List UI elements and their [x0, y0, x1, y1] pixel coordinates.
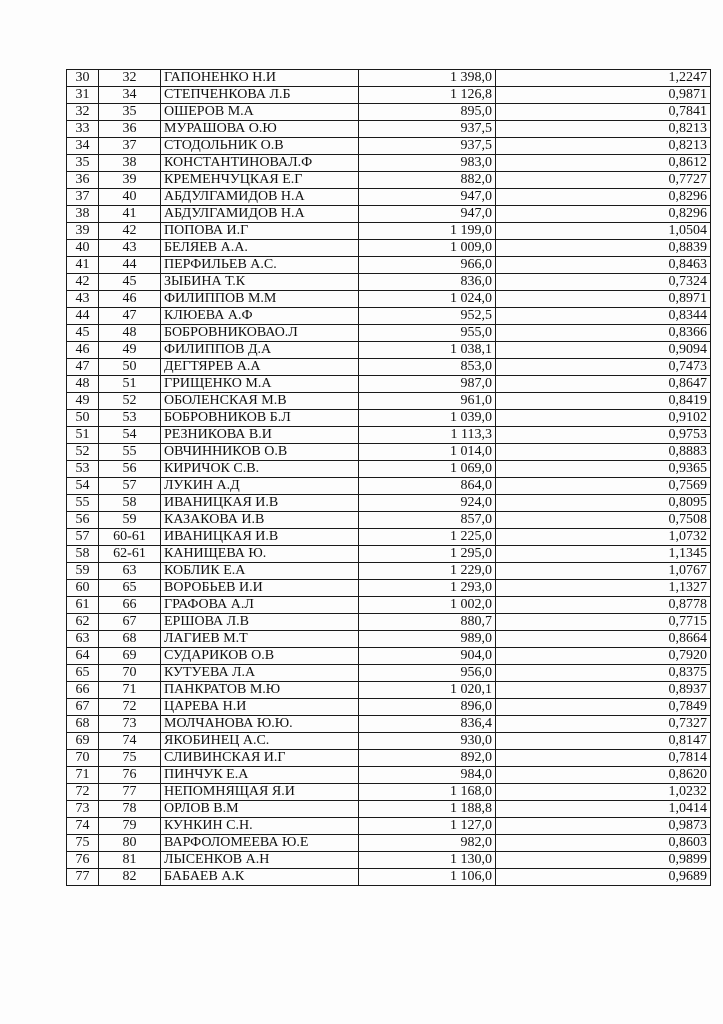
area-cell: 937,5 — [359, 121, 496, 138]
area-cell: 955,0 — [359, 325, 496, 342]
share-cell: 1,0504 — [496, 223, 711, 240]
plot-number-cell: 77 — [99, 784, 161, 801]
area-cell: 836,4 — [359, 716, 496, 733]
table-row — [67, 393, 711, 410]
area-cell: 836,0 — [359, 274, 496, 291]
table-row — [67, 716, 711, 733]
table-row — [67, 274, 711, 291]
owner-name-cell: ЯКОБИНЕЦ А.С. — [161, 733, 359, 750]
area-cell: 947,0 — [359, 189, 496, 206]
share-cell: 0,7569 — [496, 478, 711, 495]
row-number-cell: 52 — [67, 444, 99, 461]
share-cell: 0,8375 — [496, 665, 711, 682]
share-cell: 0,8463 — [496, 257, 711, 274]
share-cell: 1,2247 — [496, 70, 711, 87]
share-cell: 0,7727 — [496, 172, 711, 189]
table-row — [67, 359, 711, 376]
row-number-cell: 37 — [67, 189, 99, 206]
row-number-cell: 74 — [67, 818, 99, 835]
area-cell: 966,0 — [359, 257, 496, 274]
plot-number-cell: 59 — [99, 512, 161, 529]
share-cell: 0,7849 — [496, 699, 711, 716]
owner-name-cell: НЕПОМНЯЩАЯ Я.И — [161, 784, 359, 801]
share-cell: 0,8647 — [496, 376, 711, 393]
plot-number-cell: 67 — [99, 614, 161, 631]
area-cell: 937,5 — [359, 138, 496, 155]
share-cell: 0,8213 — [496, 138, 711, 155]
owner-name-cell: СУДАРИКОВ О.В — [161, 648, 359, 665]
share-cell: 0,8664 — [496, 631, 711, 648]
plot-number-cell: 56 — [99, 461, 161, 478]
row-number-cell: 41 — [67, 257, 99, 274]
table-row — [67, 70, 711, 87]
plot-number-cell: 32 — [99, 70, 161, 87]
share-cell: 0,9102 — [496, 410, 711, 427]
area-cell: 857,0 — [359, 512, 496, 529]
owner-name-cell: ФИЛИППОВ М.М — [161, 291, 359, 308]
area-cell: 1 069,0 — [359, 461, 496, 478]
table-row — [67, 495, 711, 512]
owner-name-cell: ЗЫБИНА Т.К — [161, 274, 359, 291]
share-cell: 0,8213 — [496, 121, 711, 138]
row-number-cell: 76 — [67, 852, 99, 869]
owners-table — [66, 69, 711, 886]
share-cell: 0,8095 — [496, 495, 711, 512]
row-number-cell: 43 — [67, 291, 99, 308]
owner-name-cell: ЛУКИН А.Д — [161, 478, 359, 495]
row-number-cell: 51 — [67, 427, 99, 444]
owner-name-cell: АБДУЛГАМИДОВ Н.А — [161, 189, 359, 206]
table-row — [67, 189, 711, 206]
plot-number-cell: 54 — [99, 427, 161, 444]
table-row — [67, 104, 711, 121]
plot-number-cell: 63 — [99, 563, 161, 580]
plot-number-cell: 47 — [99, 308, 161, 325]
share-cell: 0,9873 — [496, 818, 711, 835]
table-row — [67, 121, 711, 138]
plot-number-cell: 82 — [99, 869, 161, 886]
table-row — [67, 325, 711, 342]
table-row — [67, 818, 711, 835]
owner-name-cell: МУРАШОВА О.Ю — [161, 121, 359, 138]
area-cell: 1 398,0 — [359, 70, 496, 87]
row-number-cell: 58 — [67, 546, 99, 563]
area-cell: 864,0 — [359, 478, 496, 495]
share-cell: 0,9753 — [496, 427, 711, 444]
owner-name-cell: БОБРОВНИКОВАО.Л — [161, 325, 359, 342]
table-row — [67, 614, 711, 631]
area-cell: 1 295,0 — [359, 546, 496, 563]
area-cell: 924,0 — [359, 495, 496, 512]
row-number-cell: 71 — [67, 767, 99, 784]
row-number-cell: 45 — [67, 325, 99, 342]
area-cell: 930,0 — [359, 733, 496, 750]
table-row — [67, 546, 711, 563]
row-number-cell: 39 — [67, 223, 99, 240]
row-number-cell: 62 — [67, 614, 99, 631]
table-row — [67, 240, 711, 257]
table-row — [67, 801, 711, 818]
owner-name-cell: СТОДОЛЬНИК О.В — [161, 138, 359, 155]
area-cell: 1 293,0 — [359, 580, 496, 597]
plot-number-cell: 65 — [99, 580, 161, 597]
owner-name-cell: ЦАРЕВА Н.И — [161, 699, 359, 716]
table-row — [67, 206, 711, 223]
row-number-cell: 48 — [67, 376, 99, 393]
share-cell: 0,7473 — [496, 359, 711, 376]
table-row — [67, 665, 711, 682]
owner-name-cell: КЛЮЕВА А.Ф — [161, 308, 359, 325]
area-cell: 982,0 — [359, 835, 496, 852]
table-row — [67, 580, 711, 597]
row-number-cell: 59 — [67, 563, 99, 580]
area-cell: 1 229,0 — [359, 563, 496, 580]
plot-number-cell: 75 — [99, 750, 161, 767]
plot-number-cell: 72 — [99, 699, 161, 716]
share-cell: 0,8839 — [496, 240, 711, 257]
table-row — [67, 461, 711, 478]
area-cell: 983,0 — [359, 155, 496, 172]
table-row — [67, 444, 711, 461]
table-row — [67, 682, 711, 699]
row-number-cell: 42 — [67, 274, 99, 291]
area-cell: 1 038,1 — [359, 342, 496, 359]
plot-number-cell: 57 — [99, 478, 161, 495]
owner-name-cell: ГАПОНЕНКО Н.И — [161, 70, 359, 87]
plot-number-cell: 44 — [99, 257, 161, 274]
row-number-cell: 60 — [67, 580, 99, 597]
owner-name-cell: КОБЛИК Е.А — [161, 563, 359, 580]
share-cell: 0,8971 — [496, 291, 711, 308]
owner-name-cell: ВОРОБЬЕВ И.И — [161, 580, 359, 597]
table-row — [67, 87, 711, 104]
plot-number-cell: 74 — [99, 733, 161, 750]
table-row — [67, 427, 711, 444]
owner-name-cell: ЛЫСЕНКОВ А.Н — [161, 852, 359, 869]
share-cell: 0,8296 — [496, 189, 711, 206]
area-cell: 895,0 — [359, 104, 496, 121]
share-cell: 0,7508 — [496, 512, 711, 529]
plot-number-cell: 81 — [99, 852, 161, 869]
owner-name-cell: БЕЛЯЕВ А.А. — [161, 240, 359, 257]
share-cell: 0,8620 — [496, 767, 711, 784]
plot-number-cell: 52 — [99, 393, 161, 410]
plot-number-cell: 38 — [99, 155, 161, 172]
share-cell: 1,1327 — [496, 580, 711, 597]
share-cell: 0,8612 — [496, 155, 711, 172]
row-number-cell: 31 — [67, 87, 99, 104]
row-number-cell: 66 — [67, 682, 99, 699]
row-number-cell: 77 — [67, 869, 99, 886]
row-number-cell: 34 — [67, 138, 99, 155]
owner-name-cell: МОЛЧАНОВА Ю.Ю. — [161, 716, 359, 733]
table-row — [67, 342, 711, 359]
row-number-cell: 57 — [67, 529, 99, 546]
share-cell: 1,0414 — [496, 801, 711, 818]
area-cell: 952,5 — [359, 308, 496, 325]
row-number-cell: 69 — [67, 733, 99, 750]
owner-name-cell: ЕРШОВА Л.В — [161, 614, 359, 631]
row-number-cell: 46 — [67, 342, 99, 359]
owner-name-cell: ВАРФОЛОМЕЕВА Ю.Е — [161, 835, 359, 852]
area-cell: 1 020,1 — [359, 682, 496, 699]
area-cell: 1 113,3 — [359, 427, 496, 444]
share-cell: 0,8603 — [496, 835, 711, 852]
row-number-cell: 54 — [67, 478, 99, 495]
share-cell: 0,8344 — [496, 308, 711, 325]
owner-name-cell: ДЕГТЯРЕВ А.А — [161, 359, 359, 376]
plot-number-cell: 66 — [99, 597, 161, 614]
row-number-cell: 53 — [67, 461, 99, 478]
area-cell: 1 014,0 — [359, 444, 496, 461]
plot-number-cell: 55 — [99, 444, 161, 461]
owner-name-cell: ИВАНИЦКАЯ И.В — [161, 529, 359, 546]
owner-name-cell: ОРЛОВ В.М — [161, 801, 359, 818]
row-number-cell: 50 — [67, 410, 99, 427]
area-cell: 1 225,0 — [359, 529, 496, 546]
area-cell: 1 002,0 — [359, 597, 496, 614]
table-row — [67, 648, 711, 665]
owner-name-cell: БОБРОВНИКОВ Б.Л — [161, 410, 359, 427]
plot-number-cell: 34 — [99, 87, 161, 104]
owners-table-body — [67, 70, 711, 886]
plot-number-cell: 51 — [99, 376, 161, 393]
area-cell: 987,0 — [359, 376, 496, 393]
row-number-cell: 44 — [67, 308, 99, 325]
area-cell: 989,0 — [359, 631, 496, 648]
plot-number-cell: 48 — [99, 325, 161, 342]
area-cell: 1 009,0 — [359, 240, 496, 257]
share-cell: 0,8296 — [496, 206, 711, 223]
table-row — [67, 410, 711, 427]
plot-number-cell: 69 — [99, 648, 161, 665]
owner-name-cell: ЛАГИЕВ М.Т — [161, 631, 359, 648]
plot-number-cell: 35 — [99, 104, 161, 121]
plot-number-cell: 78 — [99, 801, 161, 818]
row-number-cell: 73 — [67, 801, 99, 818]
share-cell: 0,9899 — [496, 852, 711, 869]
plot-number-cell: 79 — [99, 818, 161, 835]
row-number-cell: 30 — [67, 70, 99, 87]
area-cell: 1 127,0 — [359, 818, 496, 835]
table-row — [67, 835, 711, 852]
share-cell: 1,0767 — [496, 563, 711, 580]
table-row — [67, 223, 711, 240]
plot-number-cell: 58 — [99, 495, 161, 512]
row-number-cell: 65 — [67, 665, 99, 682]
table-row — [67, 597, 711, 614]
table-row — [67, 529, 711, 546]
table-row — [67, 512, 711, 529]
area-cell: 947,0 — [359, 206, 496, 223]
share-cell: 0,7814 — [496, 750, 711, 767]
owner-name-cell: ПЕРФИЛЬЕВ А.С. — [161, 257, 359, 274]
owner-name-cell: ОШЕРОВ М.А — [161, 104, 359, 121]
table-row — [67, 563, 711, 580]
row-number-cell: 47 — [67, 359, 99, 376]
area-cell: 904,0 — [359, 648, 496, 665]
row-number-cell: 70 — [67, 750, 99, 767]
table-row — [67, 291, 711, 308]
table-row — [67, 631, 711, 648]
table-row — [67, 138, 711, 155]
plot-number-cell: 46 — [99, 291, 161, 308]
plot-number-cell: 76 — [99, 767, 161, 784]
plot-number-cell: 70 — [99, 665, 161, 682]
row-number-cell: 68 — [67, 716, 99, 733]
plot-number-cell: 37 — [99, 138, 161, 155]
owner-name-cell: КОНСТАНТИНОВАЛ.Ф — [161, 155, 359, 172]
plot-number-cell: 73 — [99, 716, 161, 733]
plot-number-cell: 50 — [99, 359, 161, 376]
area-cell: 880,7 — [359, 614, 496, 631]
plot-number-cell: 41 — [99, 206, 161, 223]
area-cell: 1 168,0 — [359, 784, 496, 801]
area-cell: 853,0 — [359, 359, 496, 376]
owner-name-cell: ГРАФОВА А.Л — [161, 597, 359, 614]
owner-name-cell: ПИНЧУК Е.А — [161, 767, 359, 784]
plot-number-cell: 42 — [99, 223, 161, 240]
row-number-cell: 56 — [67, 512, 99, 529]
row-number-cell: 49 — [67, 393, 99, 410]
owner-name-cell: ФИЛИППОВ Д.А — [161, 342, 359, 359]
share-cell: 0,8366 — [496, 325, 711, 342]
plot-number-cell: 36 — [99, 121, 161, 138]
area-cell: 1 188,8 — [359, 801, 496, 818]
row-number-cell: 36 — [67, 172, 99, 189]
owner-name-cell: КУНКИН С.Н. — [161, 818, 359, 835]
table-row — [67, 376, 711, 393]
row-number-cell: 35 — [67, 155, 99, 172]
share-cell: 0,9689 — [496, 869, 711, 886]
owner-name-cell: ГРИЩЕНКО М.А — [161, 376, 359, 393]
plot-number-cell: 49 — [99, 342, 161, 359]
plot-number-cell: 53 — [99, 410, 161, 427]
share-cell: 0,8937 — [496, 682, 711, 699]
owner-name-cell: КРЕМЕНЧУЦКАЯ Е.Г — [161, 172, 359, 189]
table-row — [67, 257, 711, 274]
table-row — [67, 750, 711, 767]
area-cell: 896,0 — [359, 699, 496, 716]
table-row — [67, 308, 711, 325]
row-number-cell: 33 — [67, 121, 99, 138]
area-cell: 1 024,0 — [359, 291, 496, 308]
owner-name-cell: СТЕПЧЕНКОВА Л.Б — [161, 87, 359, 104]
table-row — [67, 478, 711, 495]
share-cell: 0,7327 — [496, 716, 711, 733]
share-cell: 1,0232 — [496, 784, 711, 801]
share-cell: 0,7324 — [496, 274, 711, 291]
area-cell: 1 039,0 — [359, 410, 496, 427]
row-number-cell: 67 — [67, 699, 99, 716]
plot-number-cell: 62-61 — [99, 546, 161, 563]
plot-number-cell: 45 — [99, 274, 161, 291]
owner-name-cell: КАНИЩЕВА Ю. — [161, 546, 359, 563]
table-row — [67, 784, 711, 801]
table-row — [67, 767, 711, 784]
table-row — [67, 869, 711, 886]
owner-name-cell: ИВАНИЦКАЯ И.В — [161, 495, 359, 512]
area-cell: 956,0 — [359, 665, 496, 682]
owner-name-cell: АБДУЛГАМИДОВ Н.А — [161, 206, 359, 223]
area-cell: 961,0 — [359, 393, 496, 410]
plot-number-cell: 71 — [99, 682, 161, 699]
area-cell: 1 199,0 — [359, 223, 496, 240]
owner-name-cell: РЕЗНИКОВА В.И — [161, 427, 359, 444]
share-cell: 0,7715 — [496, 614, 711, 631]
owner-name-cell: ОБОЛЕНСКАЯ М.В — [161, 393, 359, 410]
owner-name-cell: ОВЧИННИКОВ О.В — [161, 444, 359, 461]
row-number-cell: 64 — [67, 648, 99, 665]
row-number-cell: 61 — [67, 597, 99, 614]
plot-number-cell: 80 — [99, 835, 161, 852]
owner-name-cell: СЛИВИНСКАЯ И.Г — [161, 750, 359, 767]
share-cell: 1,1345 — [496, 546, 711, 563]
owner-name-cell: ПАНКРАТОВ М.Ю — [161, 682, 359, 699]
area-cell: 1 106,0 — [359, 869, 496, 886]
share-cell: 0,8147 — [496, 733, 711, 750]
table-row — [67, 172, 711, 189]
plot-number-cell: 40 — [99, 189, 161, 206]
table-row — [67, 699, 711, 716]
share-cell: 0,9871 — [496, 87, 711, 104]
share-cell: 0,9094 — [496, 342, 711, 359]
table-row — [67, 155, 711, 172]
row-number-cell: 38 — [67, 206, 99, 223]
row-number-cell: 40 — [67, 240, 99, 257]
row-number-cell: 75 — [67, 835, 99, 852]
plot-number-cell: 60-61 — [99, 529, 161, 546]
share-cell: 0,8883 — [496, 444, 711, 461]
share-cell: 0,8419 — [496, 393, 711, 410]
area-cell: 892,0 — [359, 750, 496, 767]
owner-name-cell: ПОПОВА И.Г — [161, 223, 359, 240]
share-cell: 0,7920 — [496, 648, 711, 665]
table-row — [67, 733, 711, 750]
owner-name-cell: КИРИЧОК С.В. — [161, 461, 359, 478]
plot-number-cell: 68 — [99, 631, 161, 648]
row-number-cell: 72 — [67, 784, 99, 801]
plot-number-cell: 39 — [99, 172, 161, 189]
area-cell: 882,0 — [359, 172, 496, 189]
owner-name-cell: КАЗАКОВА И.В — [161, 512, 359, 529]
table-row — [67, 852, 711, 869]
owner-name-cell: БАБАЕВ А.К — [161, 869, 359, 886]
area-cell: 1 130,0 — [359, 852, 496, 869]
area-cell: 1 126,8 — [359, 87, 496, 104]
row-number-cell: 55 — [67, 495, 99, 512]
share-cell: 1,0732 — [496, 529, 711, 546]
share-cell: 0,9365 — [496, 461, 711, 478]
area-cell: 984,0 — [359, 767, 496, 784]
row-number-cell: 63 — [67, 631, 99, 648]
owner-name-cell: КУТУЕВА Л.А — [161, 665, 359, 682]
share-cell: 0,7841 — [496, 104, 711, 121]
plot-number-cell: 43 — [99, 240, 161, 257]
row-number-cell: 32 — [67, 104, 99, 121]
share-cell: 0,8778 — [496, 597, 711, 614]
